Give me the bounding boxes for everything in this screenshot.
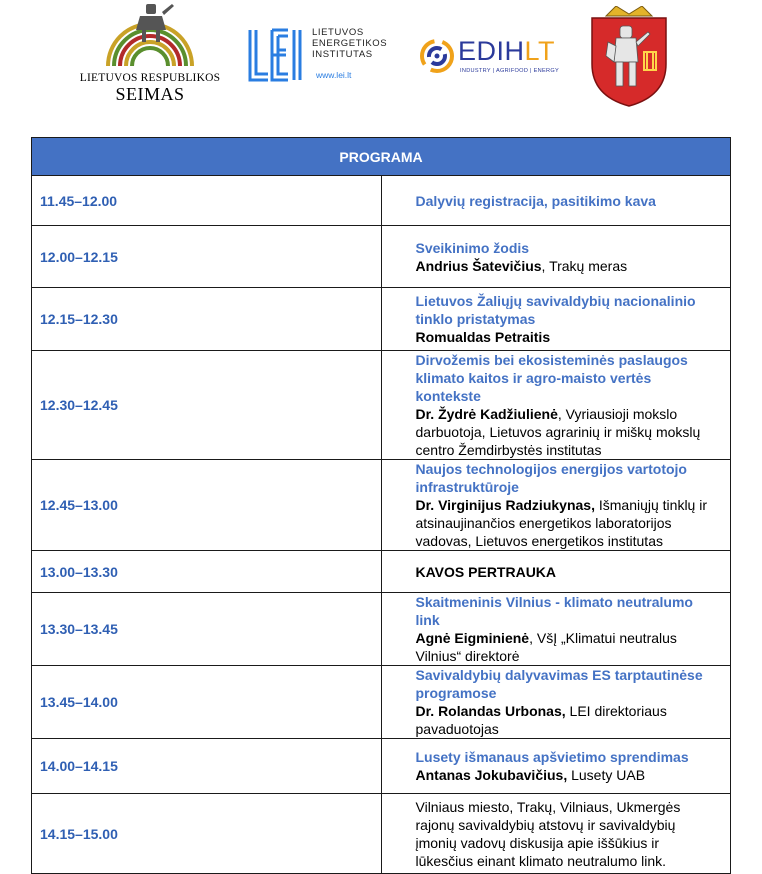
topic-text: Lietuvos Žaliųjų savivaldybių nacionalinio tinklo pristatymas — [415, 293, 696, 327]
time-cell: 11.45–12.00 — [32, 176, 382, 226]
program-table — [31, 137, 731, 874]
time-cell: 14.15–15.00 — [32, 794, 382, 874]
lei-name-line: LIETUVOS — [312, 27, 364, 38]
description-cell — [381, 460, 731, 551]
trakai-coat-of-arms-icon — [586, 6, 672, 108]
lei-name — [312, 27, 387, 60]
topic-text: Skaitmeninis Vilnius - klimato neutralumo link — [415, 594, 693, 628]
speaker-detail: , Trakų meras — [541, 257, 628, 274]
table-header-row — [32, 138, 731, 176]
description-cell — [381, 288, 731, 351]
topic-text: Sveikinimo žodis — [415, 239, 530, 256]
description-cell — [381, 593, 731, 666]
description-cell — [381, 666, 731, 739]
edih-subtitle: INDUSTRY | AGRIFOOD | ENERGY — [460, 68, 560, 74]
time-cell: 13.00–13.30 — [32, 551, 382, 593]
speaker-detail: , VšĮ „Klimatui neutralus Vilnius“ direktorė — [415, 630, 677, 664]
edih-wordmark — [458, 36, 555, 67]
topic-text: Dalyvių registracija, pasitikimo kava — [415, 192, 656, 209]
description-cell — [381, 739, 731, 794]
description-cell — [381, 226, 731, 288]
edih-emblem-icon — [418, 34, 456, 78]
topic-text: Lusety išmanaus apšvietimo sprendimas — [415, 749, 689, 765]
table-row — [32, 288, 731, 351]
speaker-name: Dr. Rolandas Urbonas, — [415, 703, 566, 719]
lei-logo — [246, 26, 396, 88]
speaker-name: Dr. Žydrė Kadžiulienė — [415, 406, 558, 422]
speaker-detail: Išmaniųjų tinklų ir atsinaujinančios energetikos laboratorijos vadovas, Lietuvos energetikos institutas — [415, 497, 708, 549]
discussion-text: Vilniaus miesto, Trakų, Vilniaus, Ukmergės rajonų savivaldybių atstovų ir savivaldybių įmonių vadovų diskusija apie iššūkius ir lūkesčius einant klimato neutralumo link. — [415, 798, 681, 869]
seimas-line2: SEIMAS — [115, 84, 185, 104]
speaker-name: Antanas Jokubavičius, — [415, 767, 568, 783]
seimas-logo — [74, 0, 226, 112]
table-row — [32, 226, 731, 288]
edih-word-accent: LT — [524, 36, 556, 66]
topic-text: Savivaldybių dalyvavimas ES tarptautinėse programose — [415, 667, 703, 701]
table-row — [32, 593, 731, 666]
time-cell: 14.00–14.15 — [32, 739, 382, 794]
topic-text: Naujos technologijos energijos vartotojo infrastruktūroje — [415, 461, 687, 495]
seimas-line1: LIETUVOS RESPUBLIKOS — [79, 72, 221, 84]
time-cell: 13.30–13.45 — [32, 593, 382, 666]
table-row — [32, 666, 731, 739]
speaker-detail: LEI direktoriaus pavaduotojas — [415, 703, 667, 737]
edih-word-main: EDIH — [458, 36, 525, 66]
time-cell: 12.45–13.00 — [32, 460, 382, 551]
table-row — [32, 794, 731, 874]
speaker-name: Romualdas Petraitis — [415, 329, 551, 345]
table-row — [32, 351, 731, 460]
description-cell — [381, 551, 731, 593]
lei-name-line: ENERGETIKOS — [312, 38, 388, 49]
time-cell: 12.00–12.15 — [32, 226, 382, 288]
lei-name-line: INSTITUTAS — [312, 49, 373, 60]
speaker-detail: Lusety UAB — [567, 767, 646, 783]
table-row — [32, 176, 731, 226]
speaker-name: Agnė Eigminienė — [415, 630, 530, 646]
topic-text: Dirvožemis bei ekosisteminės paslaugos klimato kaitos ir agro-maisto vertės kontekste — [415, 352, 688, 404]
speaker-detail: , Vyriausioji mokslo darbuotoja, Lietuvos agrarinių ir miškų mokslų centro Žemdirbystės institutas — [415, 406, 701, 458]
time-cell: 12.15–12.30 — [32, 288, 382, 351]
break-label: KAVOS PERTRAUKA — [415, 563, 557, 580]
time-cell: 13.45–14.00 — [32, 666, 382, 739]
edih-logo — [418, 34, 566, 82]
time-cell: 12.30–12.45 — [32, 351, 382, 460]
description-cell — [381, 351, 731, 460]
seimas-emblem-icon — [102, 0, 198, 70]
lei-emblem-icon — [246, 26, 308, 84]
description-cell — [381, 176, 731, 226]
description-cell — [381, 794, 731, 874]
table-row — [32, 551, 731, 593]
table-row — [32, 739, 731, 794]
program-header: PROGRAMA — [32, 138, 731, 176]
lei-url: www.lei.lt — [316, 70, 352, 80]
table-row — [32, 460, 731, 551]
speaker-name: Andrius Šatevičius — [415, 257, 542, 274]
speaker-name: Dr. Virginijus Radziukynas, — [415, 497, 595, 513]
